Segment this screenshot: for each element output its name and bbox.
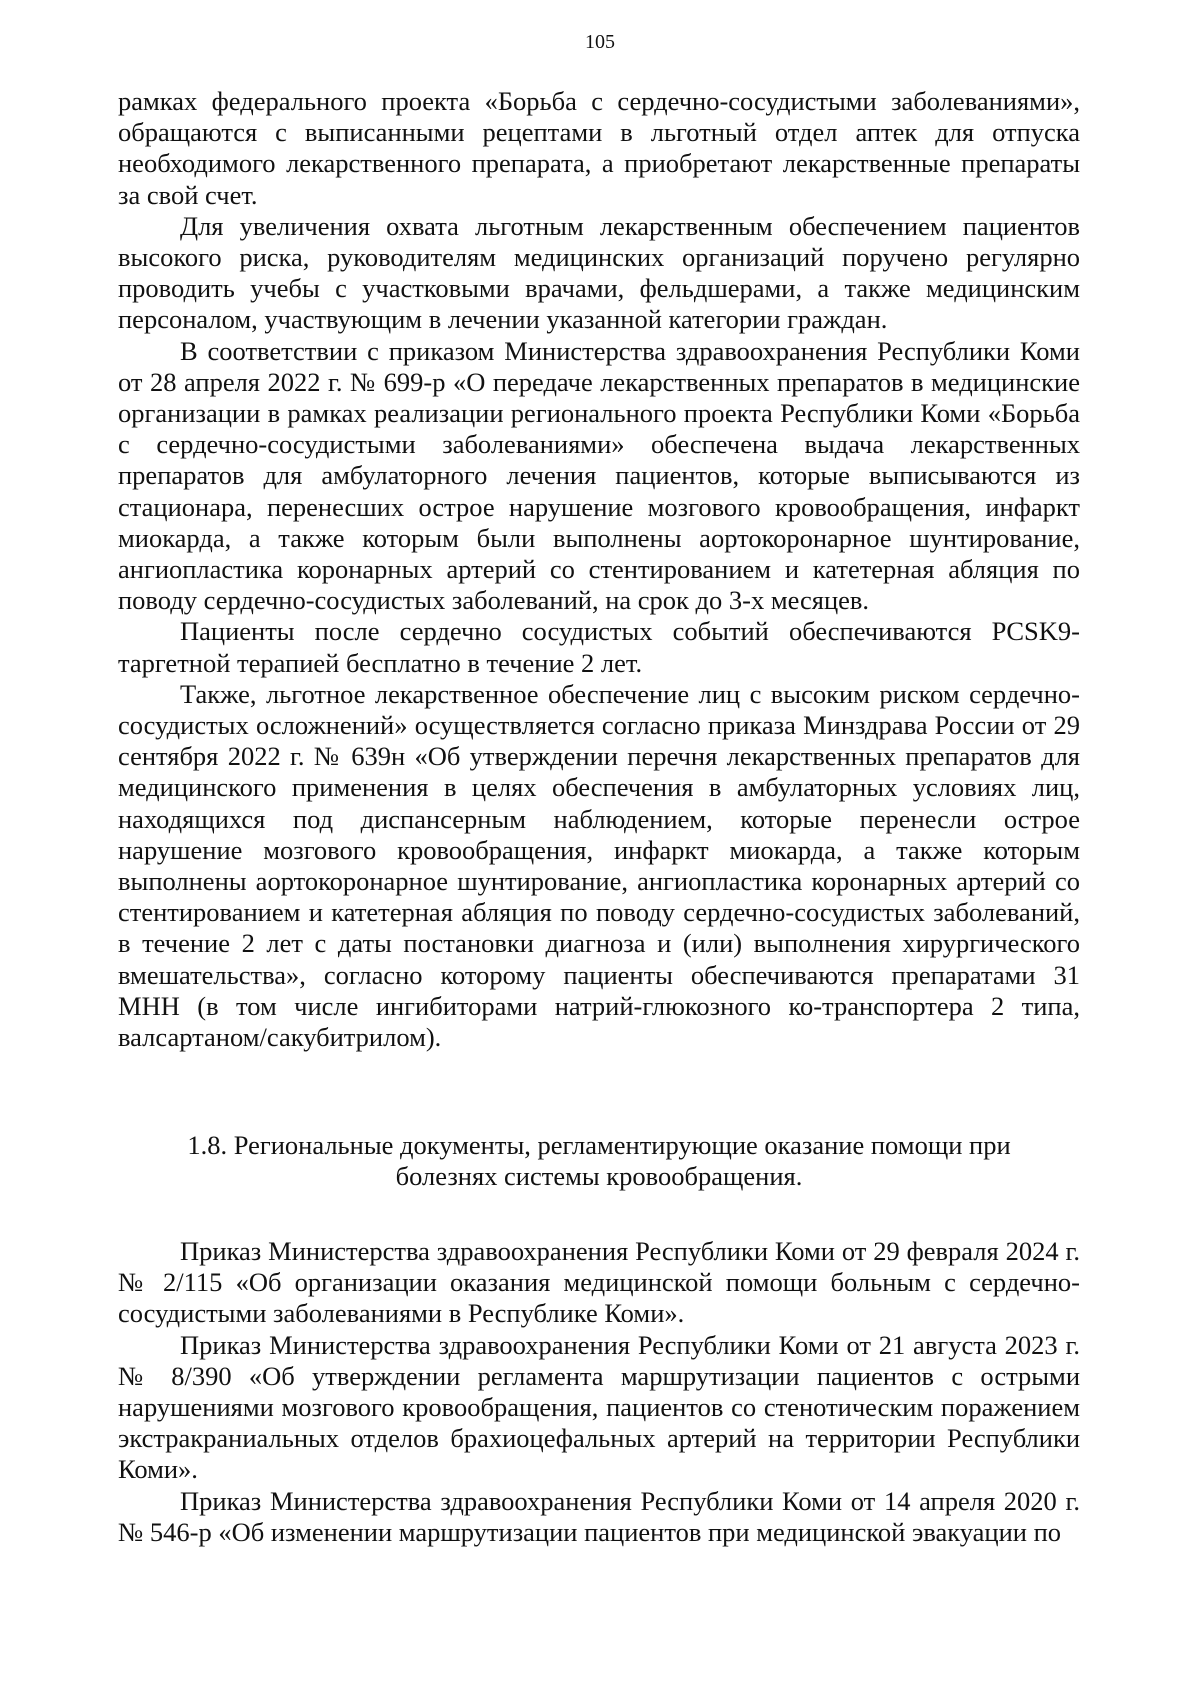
orders-list	[118, 1236, 1080, 1548]
body-text	[118, 86, 1080, 1053]
page-number: 105	[585, 31, 615, 53]
order-item: Приказ Министерства здравоохранения Республики Коми от 14 апреля 2020 г. № 546-р «Об изменении маршрутизации пациентов при медицинской эвакуации по	[118, 1485, 1080, 1547]
section-heading-line-2: болезнях системы кровообращения.	[395, 1161, 803, 1192]
paragraph-pcsk9: Пациенты после сердечно сосудистых событий обеспечиваются PCSK9-таргетной терапией бесплатно в течение 2 лет.	[118, 616, 1080, 678]
paragraph-coverage: Для увеличения охвата льготным лекарственным обеспечением пациентов высокого риска, руководителям медицинских организаций поручено регулярно проводить учебы с участковыми врачами, фельдшерами, а также медицинским персоналом, участвующим в лечении указанной категории граждан.	[118, 210, 1080, 335]
section-heading-line-1: 1.8. Региональные документы, регламентирующие оказание помощи при	[187, 1130, 1011, 1160]
paragraph-continuation: рамках федерального проекта «Борьба с сердечно-сосудистыми заболеваниями», обращаются с выписанными рецептами в льготный отдел аптек для отпуска необходимого лекарственного препарата, а приобретают лекарственные препараты за свой счет.	[118, 86, 1080, 210]
order-item: Приказ Министерства здравоохранения Республики Коми от 21 августа 2023 г. № 8/390 «Об утверждении регламента маршрутизации пациентов с острыми нарушениями мозгового кровообращения, пациентов со стенотическим поражением экстракраниальных отделов брахиоцефальных артерий на территории Республики Коми».	[118, 1329, 1080, 1485]
order-item: Приказ Министерства здравоохранения Республики Коми от 29 февраля 2024 г. № 2/115 «Об организации оказания медицинской помощи больным с сердечно-сосудистыми заболеваниями в Республике Коми».	[118, 1236, 1080, 1329]
paragraph-order-639n: Также, льготное лекарственное обеспечение лиц с высоким риском сердечно-сосудистых осложнений» осуществляется согласно приказа Минздрава России от 29 сентября 2022 г. № 639н «Об утверждении перечня лекарственных препаратов для медицинского применения в целях обеспечения в амбулаторных условиях лиц, находящихся под диспансерным наблюдением, которые перенесли острое нарушение мозгового кровообращения, инфаркт миокарда, а также которым выполнены аортокоронарное шунтирование, ангиопластика коронарных артерий со стентированием и катетерная абляция по поводу сердечно-сосудистых заболеваний, в течение 2 лет с даты постановки диагноза и (или) выполнения хирургического вмешательства», согласно которому пациенты обеспечиваются препаратами 31 МНН (в том числе ингибиторами натрий-глюкозного ко-транспортера 2 типа, валсартаном/сакубитрилом).	[118, 678, 1080, 1053]
paragraph-order-699: В соответствии с приказом Министерства здравоохранения Республики Коми от 28 апреля 2022 г. № 699-р «О передаче лекарственных препаратов в медицинские организации в рамках реализации регионального проекта Республики Коми «Борьба с сердечно-сосудистыми заболеваниями» обеспечена выдача лекарственных препаратов для амбулаторного лечения пациентов, которые выписываются из стационара, перенесших острое нарушение мозгового кровообращения, инфаркт миокарда, а также которым были выполнены аортокоронарное шунтирование, ангиопластика коронарных артерий со стентированием и катетерная абляция по поводу сердечно-сосудистых заболеваний, на срок до 3-х месяцев.	[118, 335, 1080, 616]
section-heading	[118, 1130, 1080, 1192]
